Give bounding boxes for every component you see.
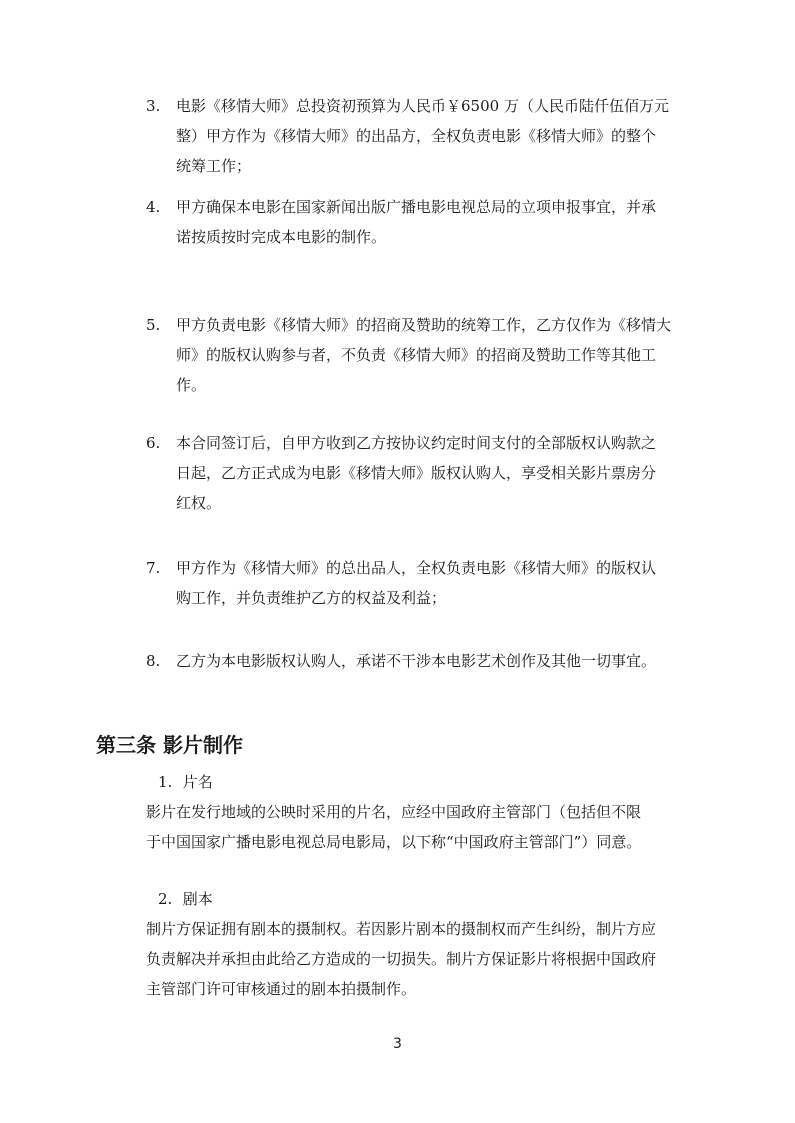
clause-line: 电影《移情大师》总投资初预算为人民币￥6500 万（人民币陆仟伍佰万元 [176, 97, 669, 115]
clause-line: 购工作，并负责维护乙方的权益及利益； [176, 589, 447, 607]
clause-number: 6. [146, 434, 161, 452]
paragraph-line: 制片方保证拥有剧本的摄制权。若因影片剧本的摄制权而产生纠纷，制片方应 [146, 920, 657, 938]
clause-line: 师》的版权认购参与者，不负责《移情大师》的招商及赞助工作等其他工 [176, 346, 657, 364]
subsection-heading-title [158, 767, 213, 797]
clause-text [176, 91, 706, 181]
paragraph-line: 主管部门许可审核通过的剧本拍摄制作。 [146, 980, 417, 998]
subsection-heading: 剧本 [182, 890, 213, 908]
clause-line: 诺按质按时完成本电影的制作。 [176, 228, 387, 246]
clause-text [176, 553, 706, 613]
subsection-heading: 片名 [182, 773, 213, 791]
subsection-body-script [146, 914, 706, 1004]
page-number: 3 [393, 1036, 402, 1052]
clause-line: 甲方负责电影《移情大师》的招商及赞助的统筹工作，乙方仅作为《移情大 [176, 316, 672, 334]
clause-text [176, 310, 706, 400]
paragraph-line: 于中国国家广播电影电视总局电影局，以下称“中国政府主管部门”）同意。 [146, 833, 642, 851]
clause-line: 甲方作为《移情大师》的总出品人，全权负责电影《移情大师》的版权认 [176, 559, 657, 577]
clause-line: 日起，乙方正式成为电影《移情大师》版权认购人，享受相关影片票房分 [176, 464, 657, 482]
clause-number: 3. [146, 97, 161, 115]
clause-line: 甲方确保本电影在国家新闻出版广播电影电视总局的立项申报事宜，并承 [176, 198, 657, 216]
clause-number: 8. [146, 652, 161, 670]
subsection-body-title [146, 797, 706, 857]
subsection-number: 2. [158, 890, 173, 908]
clause-number: 5. [146, 316, 161, 334]
clause-number: 7. [146, 559, 161, 577]
clause-line: 红权。 [176, 494, 222, 512]
subsection-heading-script [158, 884, 213, 914]
paragraph-line: 负责解决并承担由此给乙方造成的一切损失。制片方保证影片将根据中国政府 [146, 950, 657, 968]
clause-line: 作。 [176, 376, 207, 394]
subsection-number: 1. [158, 773, 173, 791]
clause-line: 统筹工作； [176, 157, 252, 175]
clause-line: 乙方为本电影版权认购人，承诺不干涉本电影艺术创作及其他一切事宜。 [176, 652, 657, 670]
clause-text [176, 192, 706, 252]
clause-number: 4. [146, 198, 161, 216]
paragraph-line: 影片在发行地域的公映时采用的片名，应经中国政府主管部门（包括但不限 [146, 803, 642, 821]
clause-line: 本合同签订后，自甲方收到乙方按协议约定时间支付的全部版权认购款之 [176, 434, 657, 452]
section-title: 第三条 影片制作 [96, 733, 243, 757]
clause-text [176, 428, 706, 518]
clause-line: 整）甲方作为《移情大师》的出品方，全权负责电影《移情大师》的整个 [176, 127, 657, 145]
clause-text [176, 646, 706, 676]
